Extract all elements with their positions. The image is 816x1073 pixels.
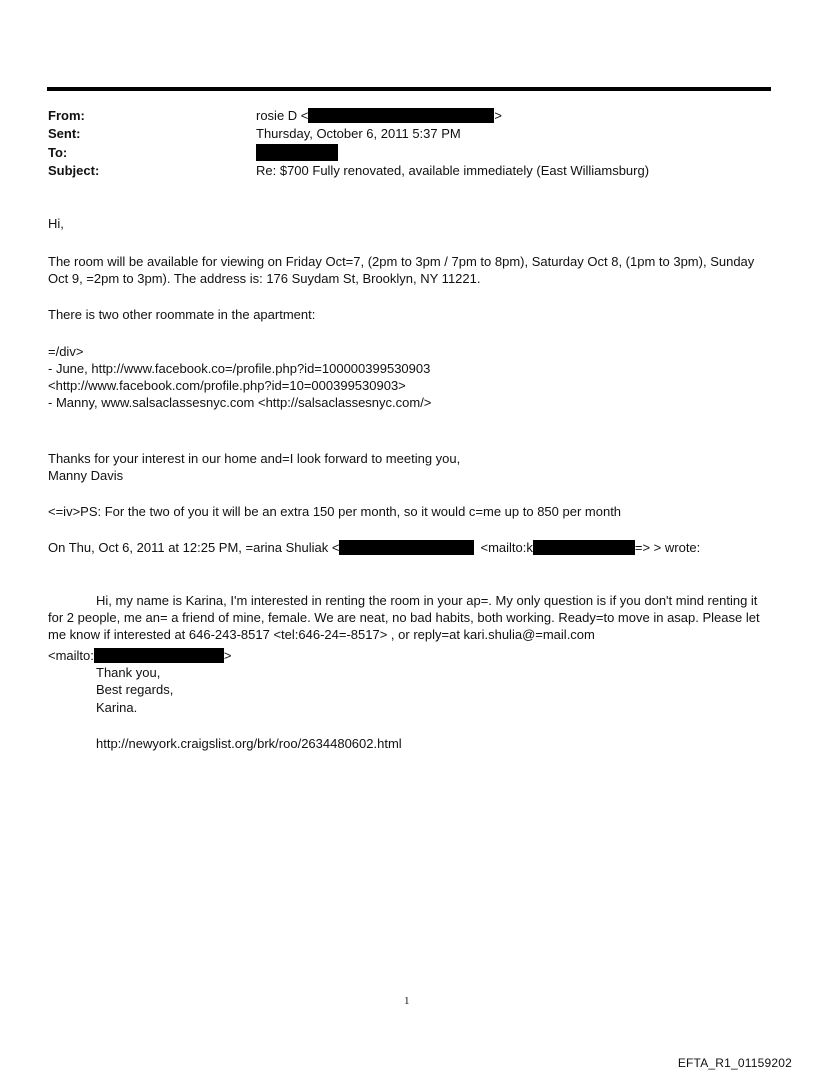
viewing-paragraph: The room will be available for viewing on Friday Oct=7, (2pm to 3pm / 7pm to 8pm), Saturday Oct 8, (1pm to 3pm), Sunday Oct 9, =2pm to 3pm). The address is: 176 Suydam St, Brooklyn, NY 11221.	[48, 254, 755, 286]
to-value	[256, 144, 338, 163]
june-line: - June, http://www.facebook.co=/profile.php?id=100000399530903	[48, 361, 431, 376]
quote-intro	[48, 539, 763, 556]
thanks-line: Thanks for your interest in our home and=I look forward to meeting you,	[48, 451, 461, 466]
from-close: >	[494, 108, 502, 123]
div-line: =/div>	[48, 344, 84, 359]
from-value	[256, 107, 502, 125]
quote-intro-start: On Thu, Oct 6, 2011 at 12:25 PM, =arina Shuliak <	[48, 540, 340, 555]
quote-intro-end: => > wrote:	[634, 540, 701, 555]
quoted-mailto-end: >	[223, 648, 232, 663]
manny-line: - Manny, www.salsaclassesnyc.com <http://salsaclassesnyc.com/>	[48, 395, 432, 410]
greeting: Hi,	[48, 216, 64, 231]
header-rule	[47, 87, 771, 91]
page-number: 1	[404, 995, 410, 1007]
bates-stamp: EFTA_R1_01159202	[677, 1056, 792, 1070]
signature: Manny Davis	[48, 468, 124, 483]
craigslist-link[interactable]: http://newyork.craigslist.org/brk/roo/2634480602.html	[96, 736, 402, 751]
subject-label: Subject:	[48, 163, 100, 178]
from-label: From:	[48, 108, 85, 123]
roommate-intro: There is two other roommate in the apartment:	[48, 307, 316, 322]
quoted-name: Karina.	[96, 700, 138, 715]
sent-value: Thursday, October 6, 2011 5:37 PM	[256, 126, 461, 141]
quoted-mailto-start: <mailto:	[48, 648, 94, 663]
ps-line: <=iv>PS: For the two of you it will be an extra 150 per month, so it would c=me up to 850 per month	[48, 504, 622, 519]
redaction-block	[308, 108, 494, 123]
redaction-block	[533, 540, 635, 555]
redaction-block	[94, 648, 224, 663]
to-label: To:	[48, 145, 68, 160]
redaction-block	[256, 144, 338, 161]
from-name: rosie D <	[256, 108, 309, 123]
quoted-mailto	[48, 647, 763, 664]
sent-label: Sent:	[48, 126, 81, 141]
quoted-regards: Best regards,	[96, 682, 174, 697]
quote-intro-mailto: <mailto:k	[480, 540, 533, 555]
quoted-paragraph: Hi, my name is Karina, I'm interested in renting the room in your ap=. My only question is if you don't mind renting it for 2 people, me an= a friend of mine, female. We are neat, no bad habits, both working. Ready=to move in asap. Please let me know if interested at 646-243-8517 <tel:646-24=-8517> , or reply=at kari.shulia@=mail.com	[48, 593, 760, 642]
june-link: <http://www.facebook.com/profile.php?id=10=000399530903>	[48, 378, 406, 393]
quoted-thank-you: Thank you,	[96, 665, 161, 680]
redaction-block	[339, 540, 474, 555]
subject-value: Re: $700 Fully renovated, available immediately (East Williamsburg)	[256, 163, 650, 178]
